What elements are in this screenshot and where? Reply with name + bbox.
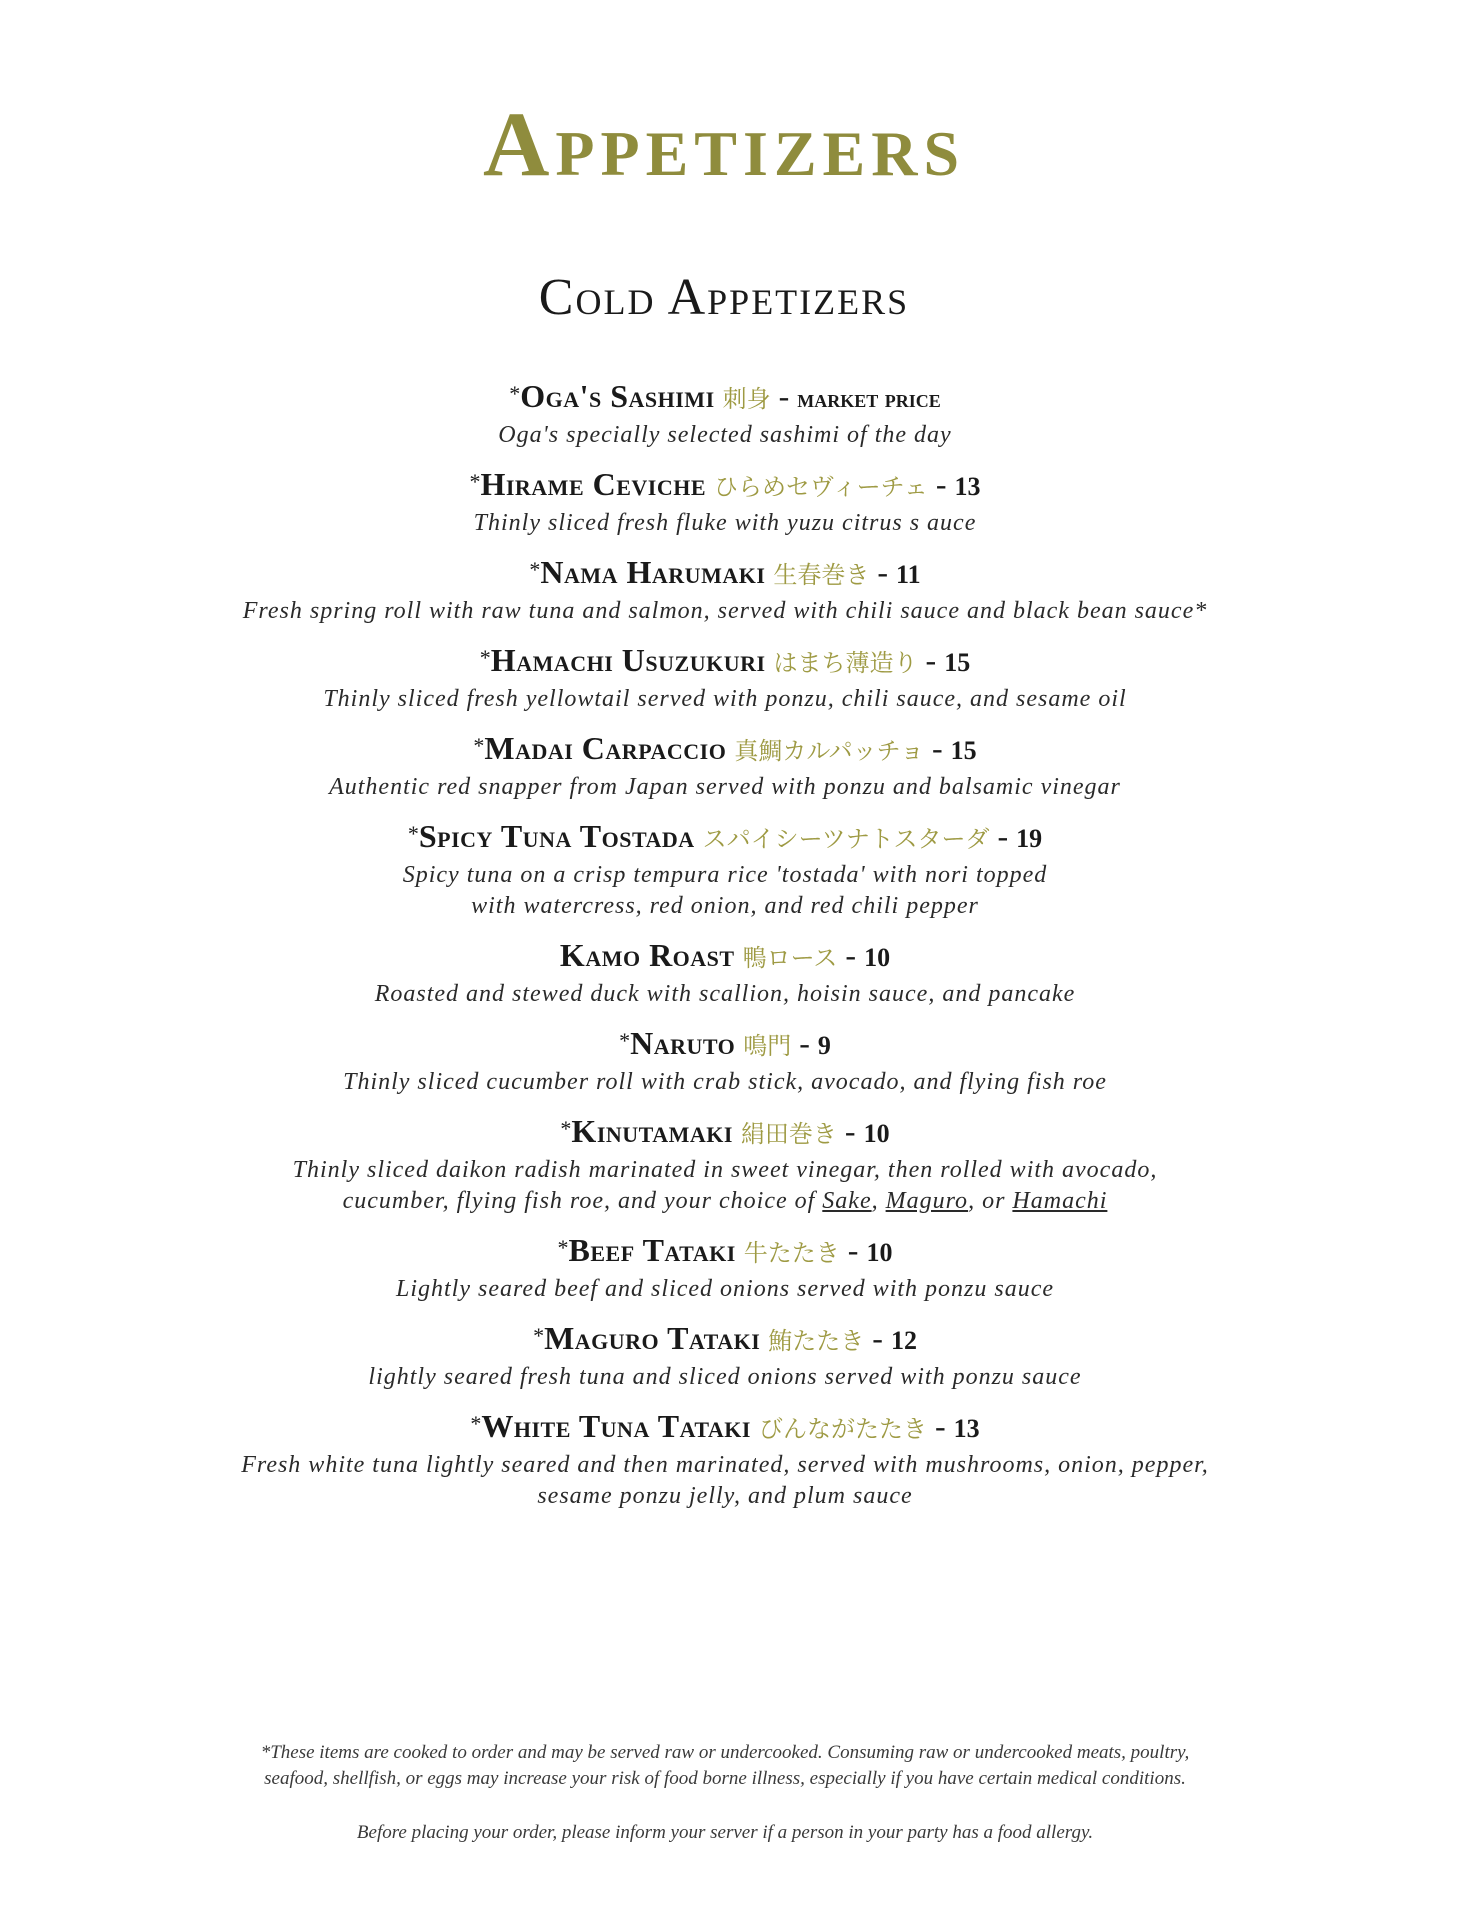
item-heading: [150, 1229, 1300, 1274]
item-heading: [150, 1405, 1300, 1450]
warning-line: *These items are cooked to order and may be served raw or undercooked. Consuming raw or undercooked meats, poultry,: [260, 1742, 1190, 1763]
item-name: Oga's Sashimi: [520, 378, 715, 414]
item-japanese-name: 生春巻き: [773, 561, 870, 589]
item-description: [150, 860, 1300, 922]
item-price: 15: [950, 736, 977, 765]
choice-separator: ,: [871, 1188, 886, 1214]
menu-item: [150, 815, 1300, 922]
item-japanese-name: 鳴門: [743, 1032, 792, 1060]
price-separator: -: [931, 730, 943, 766]
item-heading: [150, 1317, 1300, 1362]
description-line: Thinly sliced fresh fluke with yuzu citrus s auce: [473, 510, 977, 536]
item-japanese-name: びんながたたき: [758, 1415, 927, 1443]
menu-item: [150, 639, 1300, 715]
item-name: Nama Harumaki: [540, 554, 766, 590]
description-line: Thinly sliced fresh yellowtail served with ponzu, chili sauce, and sesame oil: [323, 686, 1127, 712]
menu-item: [150, 551, 1300, 627]
description-line: sesame ponzu jelly, and plum sauce: [537, 1483, 913, 1509]
description-line: Roasted and stewed duck with scallion, hoisin sauce, and pancake: [374, 981, 1076, 1007]
item-description: [150, 1362, 1300, 1393]
item-japanese-name: 鮪たたき: [768, 1327, 865, 1355]
raw-item-marker: *: [479, 645, 491, 670]
item-heading: [150, 1110, 1300, 1155]
page-title: Appetizers: [482, 93, 966, 195]
item-heading: [150, 934, 1300, 979]
item-japanese-name: スパイシーツナトスターダ: [702, 825, 990, 853]
item-name: Kamo Roast: [559, 937, 735, 973]
description-line: Lightly seared beef and sliced onions served with ponzu sauce: [395, 1276, 1055, 1302]
item-price: 19: [1016, 824, 1043, 853]
item-heading: [150, 463, 1300, 508]
item-heading: [150, 815, 1300, 860]
item-price: 11: [896, 560, 921, 589]
description-line: Thinly sliced cucumber roll with crab stick, avocado, and flying fish roe: [343, 1069, 1107, 1095]
description-line: lightly seared fresh tuna and sliced onions served with ponzu sauce: [368, 1364, 1082, 1390]
choice-prefix: cucumber, flying fish roe, and your choice of: [342, 1188, 823, 1214]
item-name: Maguro Tataki: [544, 1320, 761, 1356]
menu-item: [150, 1022, 1300, 1098]
price-separator: -: [845, 937, 857, 973]
price-separator: -: [934, 1408, 946, 1444]
price-separator: -: [778, 378, 790, 414]
raw-item-marker: *: [529, 557, 541, 582]
item-heading: [150, 375, 1300, 420]
description-line: Authentic red snapper from Japan served with ponzu and balsamic vinegar: [329, 774, 1121, 800]
section-title: Cold Appetizers: [538, 269, 910, 326]
item-name: Naruto: [630, 1025, 736, 1061]
item-heading: [150, 1022, 1300, 1067]
item-description: [150, 420, 1300, 451]
item-japanese-name: 刺身: [722, 385, 771, 413]
price-separator: -: [935, 466, 947, 502]
item-description: [150, 684, 1300, 715]
item-heading: [150, 551, 1300, 596]
item-price: 13: [953, 1414, 980, 1443]
item-description: [150, 1155, 1300, 1217]
item-price: 13: [954, 472, 981, 501]
raw-item-marker: *: [473, 733, 485, 758]
description-line: [150, 1186, 1300, 1217]
menu-item: [150, 1405, 1300, 1512]
description-line: Oga's specially selected sashimi of the day: [498, 422, 952, 448]
menu-list: [150, 375, 1300, 1524]
item-name: Hirame Ceviche: [480, 466, 707, 502]
warning-line: seafood, shellfish, or eggs may increase your risk of food borne illness, especially if you have certain medical conditions.: [264, 1768, 1186, 1789]
price-separator: -: [877, 554, 889, 590]
raw-item-marker: *: [560, 1116, 572, 1141]
item-japanese-name: 絹田巻き: [740, 1120, 837, 1148]
item-price: 10: [866, 1238, 893, 1267]
item-price: 15: [944, 648, 971, 677]
menu-item: [150, 1110, 1300, 1217]
item-name: Madai Carpaccio: [484, 730, 727, 766]
item-name: White Tuna Tataki: [481, 1408, 751, 1444]
raw-item-marker: *: [509, 381, 521, 406]
price-separator: -: [997, 818, 1009, 854]
raw-food-warning: [150, 1740, 1300, 1792]
menu-item: [150, 1229, 1300, 1305]
item-name: Kinutamaki: [571, 1113, 733, 1149]
menu-item: [150, 463, 1300, 539]
item-description: [150, 1274, 1300, 1305]
item-price: 12: [890, 1326, 917, 1355]
raw-item-marker: *: [557, 1235, 569, 1260]
raw-item-marker: *: [407, 821, 419, 846]
item-heading: [150, 727, 1300, 772]
price-separator: -: [925, 642, 937, 678]
raw-item-marker: *: [469, 469, 481, 494]
item-price: 9: [817, 1031, 831, 1060]
item-description: [150, 508, 1300, 539]
description-line: Thinly sliced daikon radish marinated in sweet vinegar, then rolled with avocado,: [292, 1157, 1158, 1183]
choice-option-sake: Sake: [822, 1188, 872, 1214]
description-line: Fresh spring roll with raw tuna and salmon, served with chili sauce and black bean sauce*: [242, 598, 1208, 624]
choice-option-maguro: Maguro: [885, 1188, 969, 1214]
menu-item: [150, 375, 1300, 451]
item-name: Spicy Tuna Tostada: [418, 818, 695, 854]
item-japanese-name: ひらめセヴィーチェ: [714, 473, 928, 501]
item-name: Beef Tataki: [568, 1232, 736, 1268]
item-description: [150, 596, 1300, 627]
menu-item: [150, 1317, 1300, 1393]
item-japanese-name: 牛たたき: [743, 1239, 840, 1267]
price-separator: -: [799, 1025, 810, 1061]
item-description: [150, 772, 1300, 803]
item-japanese-name: 真鯛カルパッチョ: [734, 737, 924, 765]
item-description: [150, 979, 1300, 1010]
item-price: 10: [864, 943, 891, 972]
item-description: [150, 1067, 1300, 1098]
price-separator: -: [872, 1320, 883, 1356]
item-name: Hamachi Usuzukuri: [490, 642, 766, 678]
item-japanese-name: はまち薄造り: [773, 649, 918, 677]
item-description: [150, 1450, 1300, 1512]
description-line: Fresh white tuna lightly seared and then marinated, served with mushrooms, onion, pepper,: [241, 1452, 1209, 1478]
raw-item-marker: *: [470, 1411, 482, 1436]
menu-item: [150, 934, 1300, 1010]
raw-item-marker: *: [533, 1323, 545, 1348]
choice-separator: , or: [968, 1188, 1013, 1214]
description-line: Spicy tuna on a crisp tempura rice 'tostada' with nori topped: [402, 862, 1048, 888]
price-separator: -: [844, 1113, 856, 1149]
price-separator: -: [847, 1232, 859, 1268]
choice-option-hamachi: Hamachi: [1012, 1188, 1108, 1214]
item-price: market price: [797, 384, 941, 413]
raw-item-marker: *: [619, 1028, 631, 1053]
description-line: with watercress, red onion, and red chili pepper: [471, 893, 979, 919]
item-heading: [150, 639, 1300, 684]
item-price: 10: [863, 1119, 890, 1148]
allergy-notice: Before placing your order, please inform your server if a person in your party has a food allergy.: [356, 1822, 1094, 1843]
menu-item: [150, 727, 1300, 803]
item-japanese-name: 鴨ロース: [742, 944, 838, 972]
